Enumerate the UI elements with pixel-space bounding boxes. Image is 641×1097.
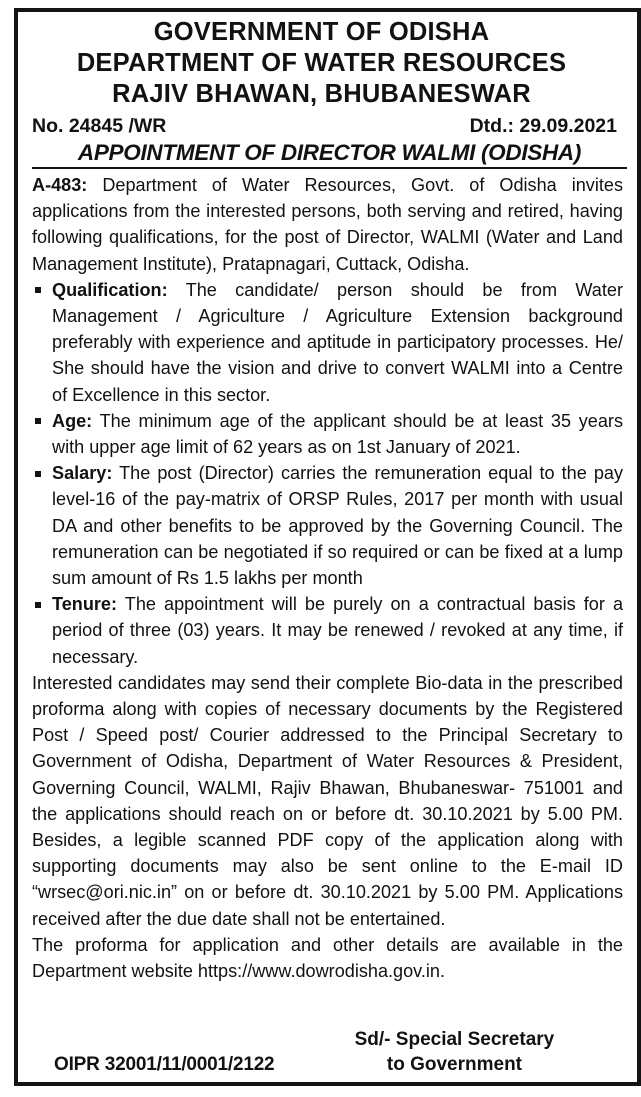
notice-footer [18, 1027, 637, 1078]
oipr-reference: OIPR 32001/11/0001/2122 [54, 1054, 275, 1075]
list-item [32, 460, 623, 591]
masthead [32, 17, 627, 110]
reference-number: No. 24845 /WR [32, 115, 167, 137]
body-copy [32, 172, 627, 984]
intro-text: Department of Water Resources, Govt. of Odisha invites applications from the interested persons, both serving and retired, having following qualifications, for the post of Director, WALMI (Water and Land Management Institute), Pratapnagari, Cuttack, Odisha. [32, 175, 624, 274]
criteria-text: The minimum age of the applicant should be at least 35 years with upper age limit of 62 years as on 1st January of 2021. [52, 410, 623, 458]
criteria-label: Qualification: [52, 279, 168, 300]
proforma-paragraph: The proforma for application and other details are available in the Department website https://www.dowrodisha.gov.in. [32, 934, 623, 982]
advertisement-notice-box [14, 8, 641, 1086]
reference-line [32, 113, 627, 139]
reference-date: Dtd.: 29.09.2021 [469, 115, 617, 137]
list-item [32, 591, 623, 670]
page-title: APPOINTMENT OF DIRECTOR WALMI (ODISHA) [32, 139, 627, 169]
masthead-line-department: DEPARTMENT OF WATER RESOURCES [76, 49, 567, 77]
square-bullet-icon [35, 287, 41, 293]
footer-bottom-row [32, 1052, 627, 1078]
criteria-text: The appointment will be purely on a contractual basis for a period of three (03) years. It may be renewed / revoked at any time, if necessary. [52, 594, 624, 667]
list-item [32, 277, 623, 408]
masthead-line-address: RAJIV BHAWAN, BHUBANESWAR [112, 80, 531, 108]
intro-paragraph [32, 172, 623, 277]
criteria-text: The candidate/ person should be from Water Management / Agriculture / Agriculture Extension background preferably with experience and aptitude in participatory processes. He/ She should have the vision and drive to convert WALMI into a Centre of Excellence in this sector. [52, 279, 623, 405]
submission-paragraph: Interested candidates may send their complete Bio-data in the prescribed proforma along with copies of necessary documents by the Registered Post / Speed post/ Courier addressed to the Principal Secretary to Government of Odisha, Department of Water Resources & President, Governing Council, WALMI, Rajiv Bhawan, Bhubaneswar- 751001 and the applications should reach on or before dt. 30.10.2021 by 5.00 PM. Besides, a legible scanned PDF copy of the application along with supporting documents may also be sent online to the E-mail ID “wrsec@ori.nic.in” on or before dt. 30.10.2021 by 5.00 PM. Applications received after the due date shall not be entertained. [32, 672, 623, 929]
signature-line: Sd/- Special Secretary [354, 1029, 555, 1050]
criteria-list [32, 277, 623, 670]
square-bullet-icon [35, 471, 41, 477]
criteria-text: The post (Director) carries the remuneration equal to the pay level-16 of the pay-matrix of ORSP Rules, 2017 per month with usual DA and other benefits to be approved by the Governing Council. The remuneration can be negotiated if so required or can be fixed at a lump sum amount of Rs 1.5 lakhs per month [52, 463, 624, 589]
list-item [32, 408, 623, 460]
signature-designation: to Government [386, 1054, 522, 1075]
square-bullet-icon [35, 602, 41, 608]
criteria-label: Age: [52, 410, 93, 431]
criteria-label: Salary: [52, 463, 113, 484]
criteria-label: Tenure: [52, 594, 118, 615]
masthead-line-government: GOVERNMENT OF ODISHA [153, 18, 490, 46]
advertisement-code: A-483: [32, 175, 88, 195]
square-bullet-icon [35, 418, 41, 424]
